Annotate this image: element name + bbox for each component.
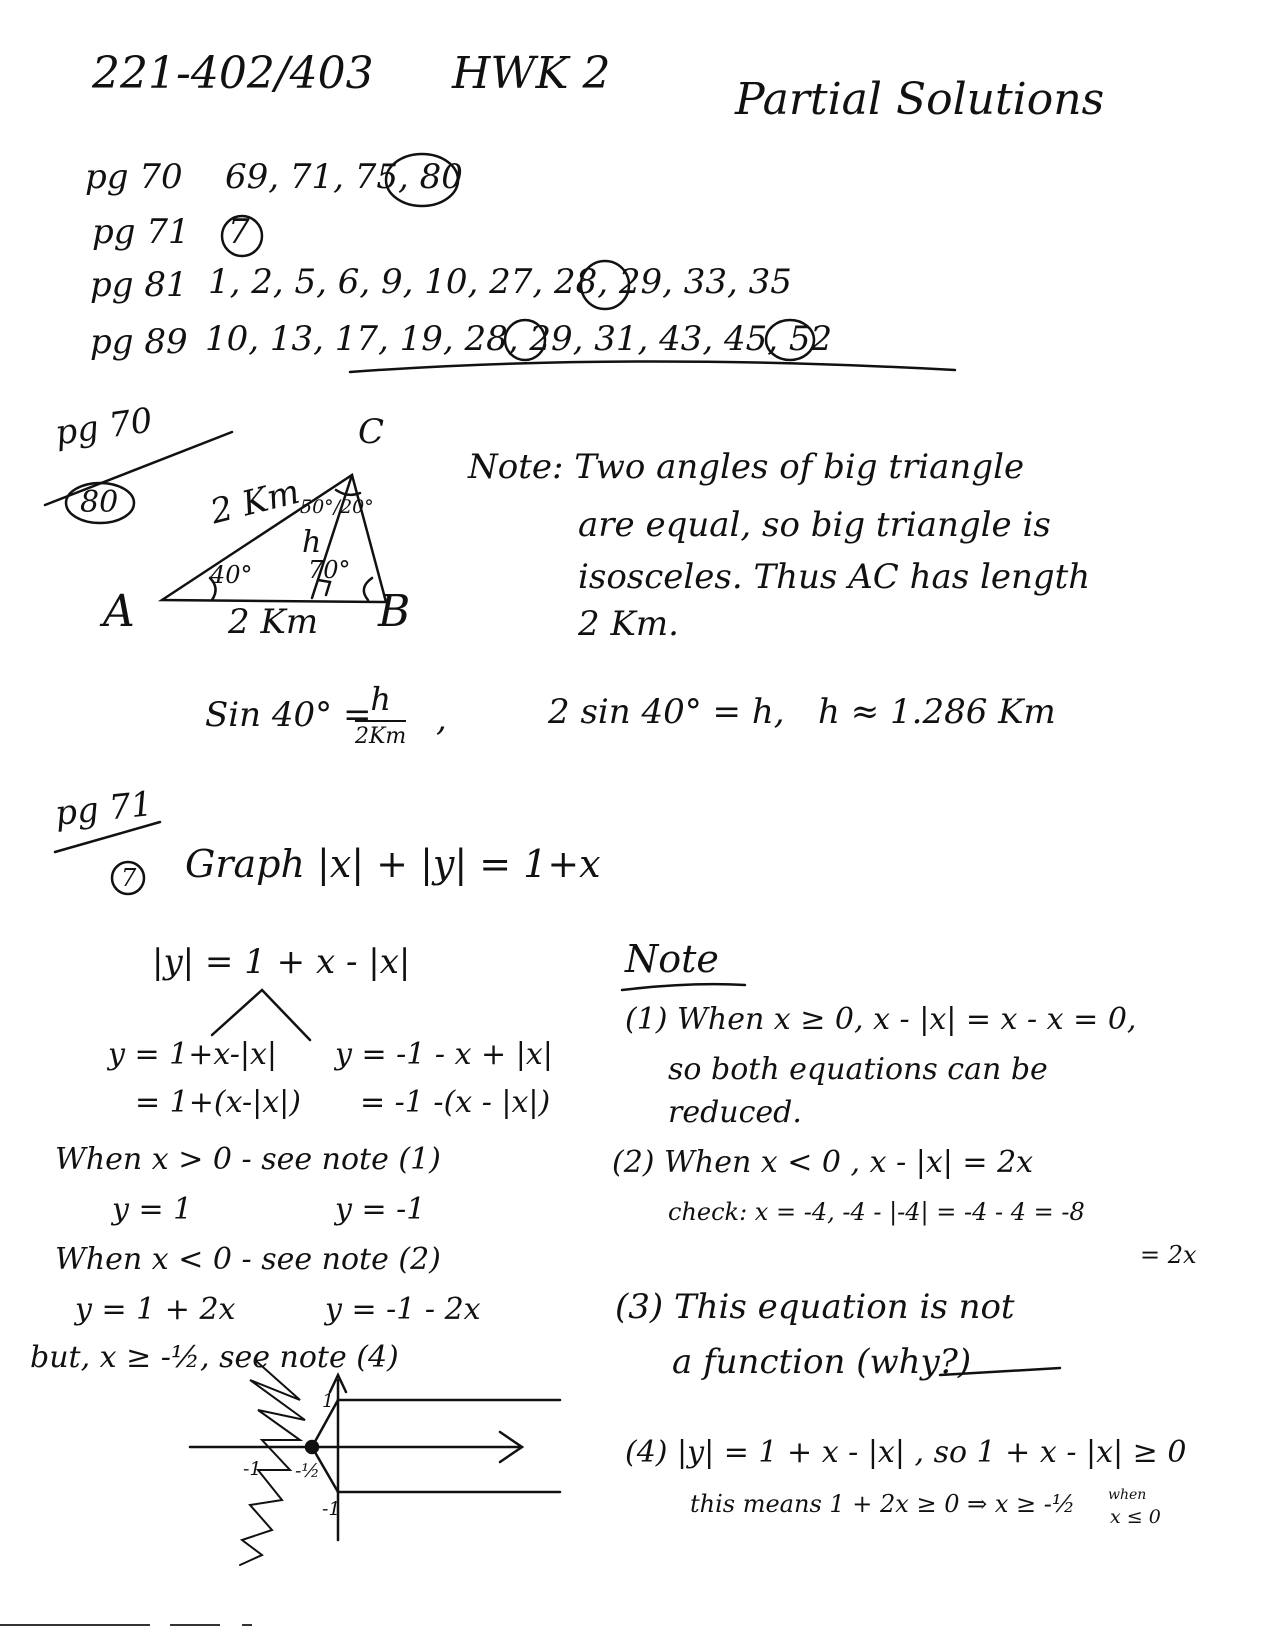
note-line: Note: Two angles of big triangle [468, 447, 1025, 487]
note-text: (2) When x < 0 , x - |x| = 2x [612, 1145, 1034, 1180]
problem-list-page: pg 81 [90, 265, 188, 305]
problem-number: 7 [121, 864, 137, 892]
list-underline [350, 361, 955, 372]
right-angle-mark [318, 580, 330, 595]
note-underline [622, 984, 745, 990]
section-page-label: pg 71 [53, 784, 155, 834]
side-ab-label: 2 Km [228, 602, 319, 642]
note-text: (3) This equation is not [615, 1287, 1015, 1327]
equation-separator: , [436, 699, 447, 739]
graph-tick-label: -1 [243, 1458, 262, 1480]
vertex-a-label: A [103, 586, 135, 637]
side-ac-label: 2 Km [206, 471, 304, 533]
problem-list-items: 10, 13, 17, 19, 28, 29, 31, 43, 45, 52 [205, 319, 833, 359]
note-text: reduced. [668, 1095, 802, 1130]
problem-list-items: 69, 71, 75, 80 [225, 157, 463, 197]
course-number: 221-402/403 [92, 48, 374, 99]
work-line: y = -1 - x + |x| [335, 1037, 553, 1072]
angle-a-label: 40° [210, 561, 253, 589]
work-line: |y| = 1 + x - |x| [152, 942, 411, 982]
angle-b-label: 70° [308, 556, 351, 584]
notes-heading: Note [625, 937, 719, 981]
circled-problem-mark [112, 862, 144, 894]
why-underline [940, 1368, 1060, 1375]
note-line: are equal, so big triangle is [578, 505, 1051, 545]
graph-tick-label: -½ [295, 1460, 320, 1482]
branch-line [212, 990, 262, 1035]
circled-problem-mark [66, 483, 134, 523]
angle-c-label: 50°/20° [300, 496, 374, 518]
circled-problem-mark [505, 320, 545, 360]
document-subtitle: Partial Solutions [735, 74, 1105, 125]
work-line: y = 1 [112, 1192, 193, 1227]
note-line: 2 Km. [578, 604, 679, 644]
circled-problem-mark [222, 212, 262, 256]
angle-arc-b [364, 578, 372, 600]
work-line: When x < 0 - see note (2) [55, 1242, 441, 1277]
section-divider [55, 822, 160, 852]
problem-list-page: pg 71 [92, 212, 190, 252]
circled-problem-mark [581, 261, 629, 309]
graph-tick-label: 1 [322, 1390, 335, 1412]
work-line: y = 1+x-|x| [108, 1037, 278, 1072]
angle-arc-a [210, 578, 216, 600]
problem-list-items: 7 [228, 212, 250, 252]
note-text: (1) When x ≥ 0, x - |x| = x - x = 0, [625, 1002, 1137, 1037]
work-line: y = 1 + 2x [75, 1292, 236, 1327]
note-text: (4) |y| = 1 + x - |x| , so 1 + x - |x| ≥ 0 [625, 1435, 1187, 1470]
problem-title: Graph |x| + |y| = 1+x [185, 842, 601, 886]
graph-tick-label: -1 [322, 1498, 341, 1520]
note-text: so both equations can be [668, 1052, 1048, 1087]
branch-line [262, 990, 310, 1040]
section-page-label: pg 70 [52, 400, 155, 454]
work-line: = -1 -(x - |x|) [360, 1085, 551, 1120]
work-line: When x > 0 - see note (1) [55, 1142, 441, 1177]
work-line: but, x ≥ -½, see note (4) [30, 1340, 399, 1375]
circled-problem-mark [386, 154, 458, 206]
note-line: isosceles. Thus AC has length [578, 557, 1091, 597]
note-text: = 2x [1140, 1241, 1197, 1269]
height-equation: 2 sin 40° = h, [548, 692, 785, 732]
note-text: x ≤ 0 [1110, 1506, 1161, 1528]
problem-list-page: pg 89 [90, 322, 188, 362]
work-line: = 1+(x-|x|) [135, 1085, 301, 1120]
work-line: y = -1 - 2x [325, 1292, 481, 1327]
height-result: h ≈ 1.286 Km [818, 692, 1056, 732]
sine-equation-lhs: Sin 40° = [205, 695, 372, 735]
problem-list-items: 1, 2, 5, 6, 9, 10, 27, 28, 29, 33, 35 [208, 262, 792, 302]
vertex-c-label: C [358, 412, 385, 452]
height-label: h [302, 525, 322, 560]
problem-list-page: pg 70 [85, 157, 183, 197]
assignment-title: HWK 2 [452, 48, 611, 99]
graph-vertex-point [306, 1441, 318, 1453]
work-line: y = -1 [335, 1192, 426, 1227]
note-text: a function (why?) [672, 1342, 972, 1382]
problem-number: 80 [80, 485, 119, 520]
excluded-region-scribble [240, 1360, 305, 1565]
note-text: this means 1 + 2x ≥ 0 ⇒ x ≥ -½ [690, 1490, 1076, 1518]
vertex-b-label: B [378, 586, 411, 637]
circled-problem-mark [766, 320, 814, 360]
line-y-1-plus-2x [312, 1400, 338, 1447]
section-divider [45, 432, 232, 505]
note-text: check: x = -4, -4 - |-4| = -4 - 4 = -8 [668, 1198, 1085, 1226]
fraction-denominator: 2Km [355, 724, 407, 749]
note-text: when [1108, 1487, 1147, 1503]
fraction-numerator: h [355, 680, 406, 722]
line-y-neg1-minus-2x [312, 1447, 338, 1492]
